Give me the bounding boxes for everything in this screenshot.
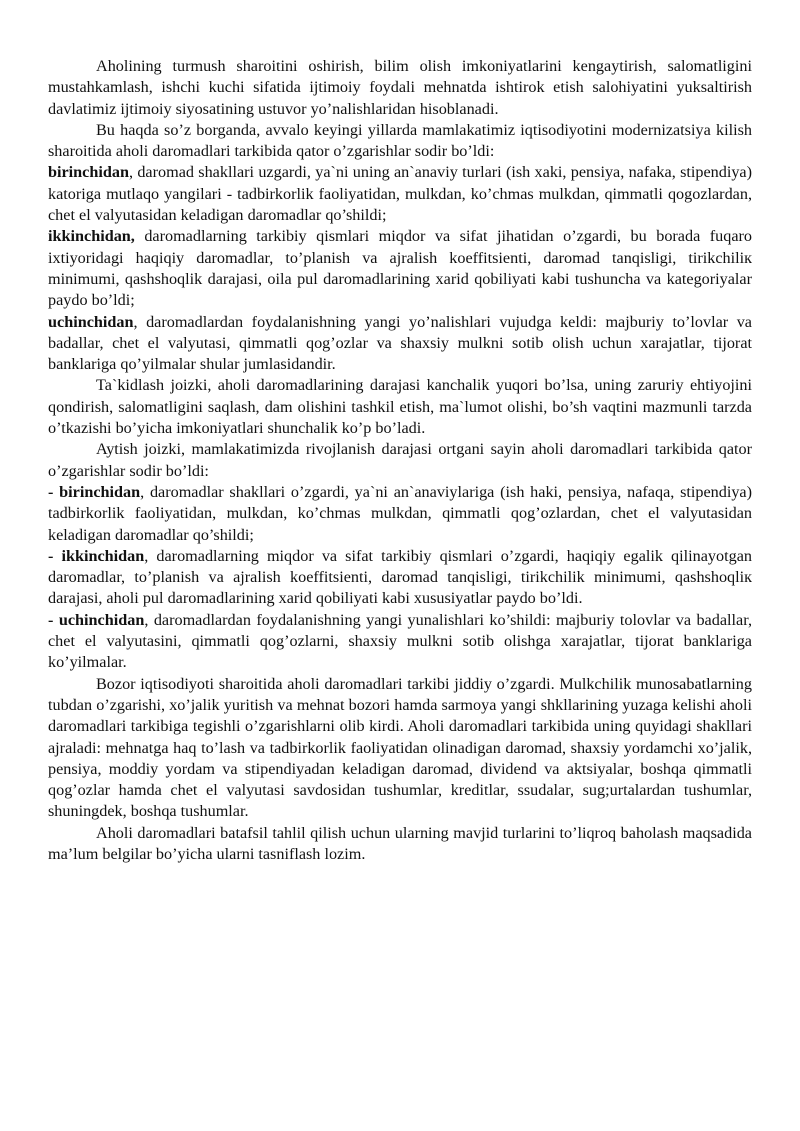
list-item: [48, 610, 752, 674]
list-item-text: , daromadlardan foydalanishning yangi yunalishlari ko’shildi: majburiy tolovlar va badallar, chet el valyutasini, qimmatli qog’ozlarni, shaxsiy mulkni sotib olishga xarajatlar, tijorat banklariga ko’yilmalar.: [48, 610, 752, 672]
list-item: [48, 482, 752, 546]
list-item: [48, 312, 752, 376]
list-item-lead: - uchinchidan: [48, 610, 145, 629]
paragraph-development: Aytish joizki, mamlakatimizda rivojlanish darajasi ortgani sayin aholi daromadlari tarkibida qator o’zgarishlar sodir bo’ldi:: [48, 440, 752, 480]
list-item-lead: ikkinchidan,: [48, 227, 135, 246]
paragraph-market-economy: Bozor iqtisodiyoti sharoitida aholi daromadlari tarkibi jiddiy o’zgardi. Mulkchilik munosabatlarning tubdan o’zgarishi, xo’jalik yuritish va mehnat bozori hamda sarmoya yangi shkllarining yuzaga kelishi aholi daromadlari tarkibiga tegishli o’zgarishlarni olib kirdi. Aholi daromadlari tarkibida uning quyidagi shakllari ajraladi: mehnatga haq to’lash va tadbirkorlik faoliyatidan olinadigan daromad, shaxsiy yordamchi xo’jalik, pensiya, moddiy yordam va stipendiyadan keladigan daromad, dividend va aktsiyalar, boshqa qimmatli qog’ozlar hamda chet el valyutasi savdosidan tushumlar, kreditlar, ssudalar, sug;urtalardan tushumlar, shuningdek, boshqa tushumlar.: [48, 674, 752, 821]
list-item-lead: uchinchidan: [48, 312, 134, 331]
list-item: [48, 226, 752, 311]
list-item-text: , daromadlardan foydalanishning yangi yo’nalishlari vujudga keldi: majburiy to’lovlar va badallar, chet el valyutasi, qimmatli qog’ozlar va shaxsiy mulkni sotib olish uchun xarajatlar, tijorat banklariga qo’yilmalar shular jumlasidandir.: [48, 312, 752, 374]
list-item-text: , daromadlar shakllari o’zgardi, ya`ni an`anaviylariga (ish haki, pensiya, nafaqa, stipendiya) tadbirkorlik faoliyatidan, mulkdan, ko’chmas mulkdan, qimmatli qog’ozlardan, chet el valyutasidan keladigan daromadlar qo’shildi;: [48, 482, 752, 544]
paragraph-changes-lead: Bu haqda so’z borganda, avvalo keyingi yillarda mamlakatimiz iqtisodiyotini modernizatsiya kilish sharoitida aholi daromadlari tarkibida qator o’zgarishlar sodir bo’ldi:: [48, 120, 752, 161]
list-item-text: daromadlarning tarkibiy qismlari miqdor va sifat jihatidan o’zgardi, bu borada fuqaro ixtiyoridagi haqiqiy daromadlar, to’planish va ajralish koeffitsienti, daromad tanqisligi, tirikchiliк minimumi, qashshoqlik darajasi, oila pul daromadlarining xarid qobiliyati kabi tushuncha va kategoriyalar paydo bo’ldi;: [48, 227, 752, 310]
list-item-lead: - birinchidan: [48, 482, 141, 501]
list-item-lead: - ikkinchidan: [48, 546, 145, 565]
paragraph-classification: Aholi daromadlari batafsil tahlil qilish uchun ularning mavjid turlarini to’liqroq baholash maqsadida ma’lum belgilar bo’yicha ularni tasniflash lozim.: [48, 823, 752, 863]
paragraph-income-level: Ta`kidlash joizki, aholi daromadlarining darajasi kanchalik yuqori bo’lsa, uning zaruriy ehtiyojini qondirish, salomatligini saqlash, dam olishini tashkil etish, ma`lumot olishi, bo’sh vaqtini mazmunli tarzda o’tkazishi bo’yicha imkoniyatlari shunchalik ko’p bo’ladi.: [48, 376, 752, 438]
list-item-text: , daromadlarning miqdor va sifat tarkibiy qismlari o’zgardi, haqiqiy egalik qilinayotgan daromadlar, to’planish va ajralish koeffitsienti, daromad tanqisligi, tirikchilik minimumi, qashshoqliк darajasi, aholi pul daromadlarining xarid qobiliyati kabi xususiyatlar paydo bo’ldi.: [48, 546, 752, 608]
list-item: [48, 546, 752, 610]
list-item: [48, 162, 752, 226]
paragraph-intro: Aholining turmush sharoitini oshirish, bilim olish imkoniyatlarini kengaytirish, salomatligini mustahkamlash, ishchi kuchi sifatida ijtimoiy foydali mehnatda ishtirok etish salohiyatini yuksaltirish davlatimiz ijtimoiy siyosatining ustuvor yo’nalishlaridan hisoblanadi.: [48, 57, 752, 118]
list-item-lead: birinchidan: [48, 163, 129, 182]
document-page: [48, 56, 752, 865]
list-item-text: , daromad shakllari uzgardi, ya`ni uning an`anaviy turlari (ish xaki, pensiya, nafaka, stipendiya) katoriga mutlaqo yangilari - tadbirkorlik faoliyatidan, mulkdan, ko’chmas mulkdan, qimmatli qogozlardan, chet el valyutasidan keladigan daromadlar qo’shildi;: [48, 163, 752, 225]
